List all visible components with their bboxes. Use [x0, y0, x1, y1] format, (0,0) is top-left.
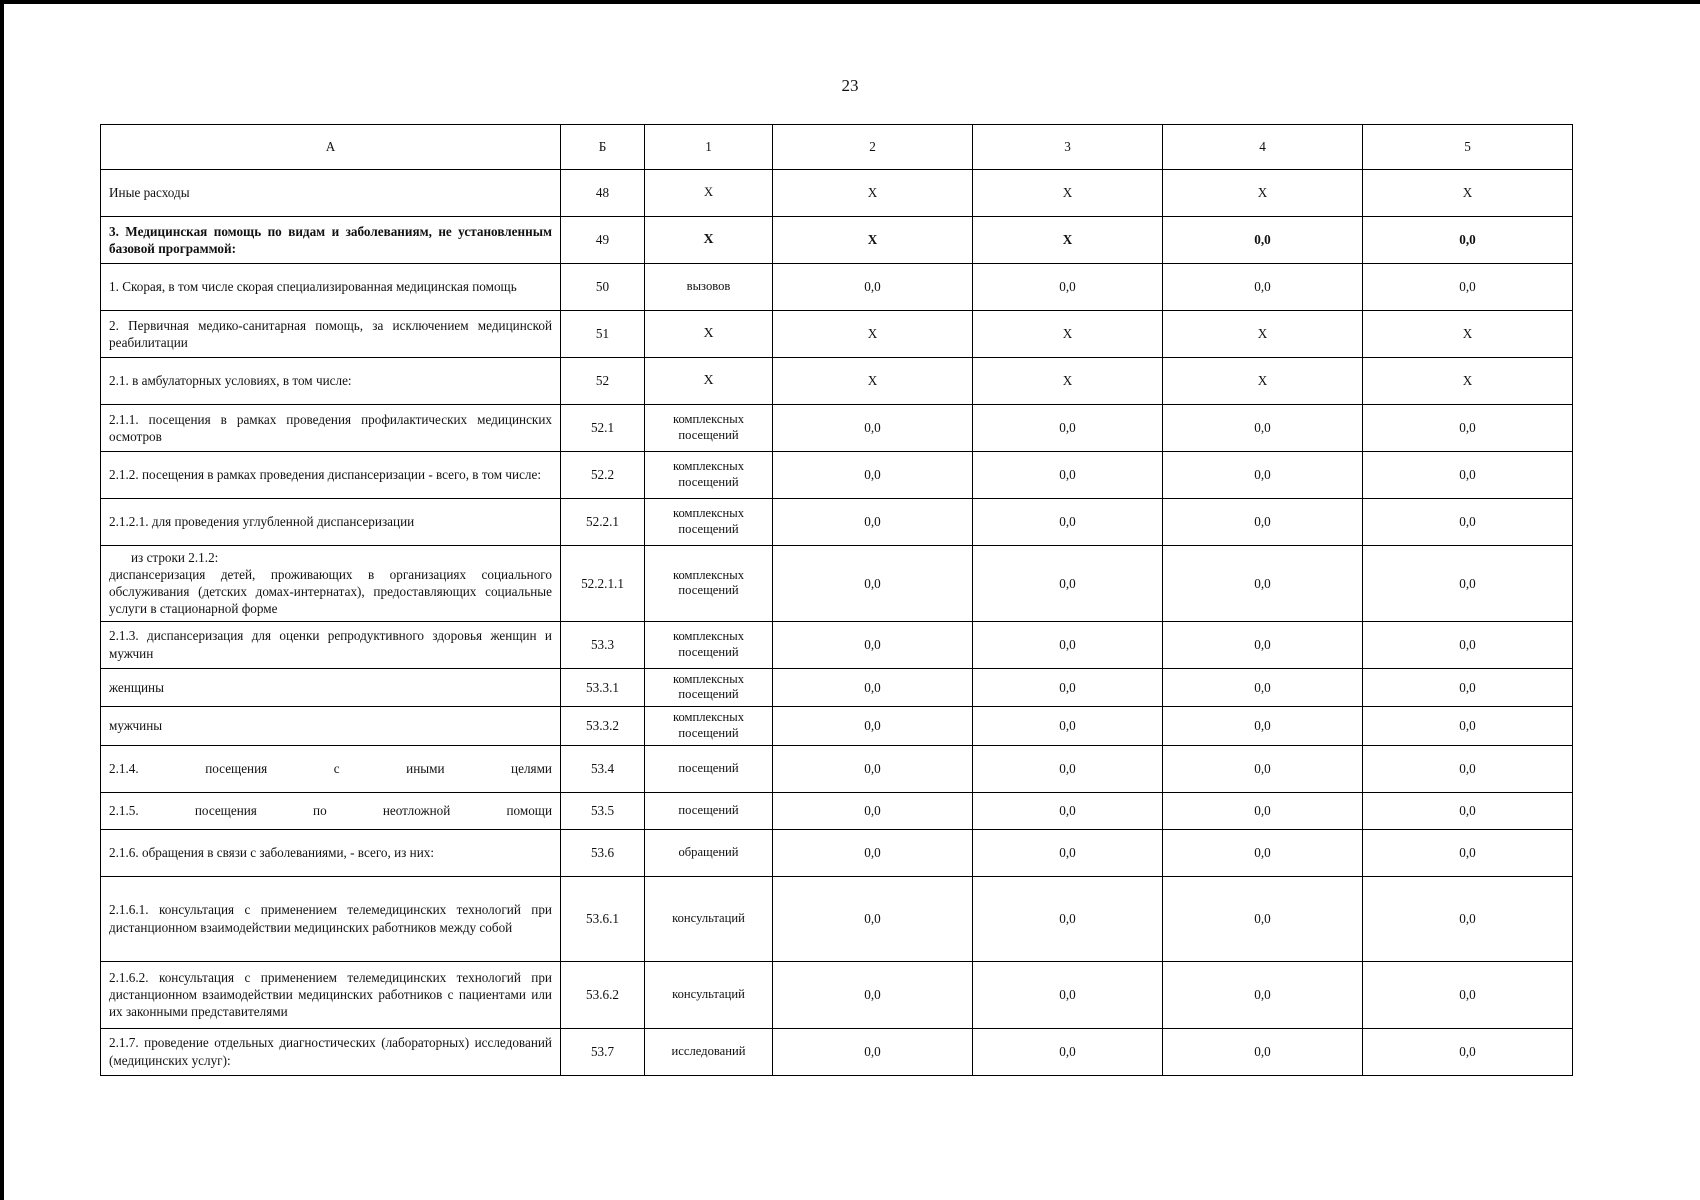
row-value-3: 0,0: [973, 405, 1163, 452]
row-unit: комплексных посещений: [645, 707, 773, 745]
row-value-5: 0,0: [1363, 499, 1573, 546]
row-value-2: 0,0: [773, 1028, 973, 1075]
row-value-2: 0,0: [773, 546, 973, 622]
row-label-prefix: из строки 2.1.2:: [131, 550, 219, 565]
row-value-4: 0,0: [1163, 876, 1363, 961]
table-row: [101, 546, 1573, 622]
row-value-3: 0,0: [973, 264, 1163, 311]
row-value-3: 0,0: [973, 961, 1163, 1028]
row-value-4: 0,0: [1163, 546, 1363, 622]
row-value-2: 0,0: [773, 792, 973, 829]
row-value-5: 0,0: [1363, 405, 1573, 452]
header-cell-4: 4: [1163, 125, 1363, 170]
row-label: 2.1.2.1. для проведения углубленной диспансеризации: [101, 499, 561, 546]
row-unit: Х: [645, 311, 773, 358]
row-value-3: Х: [973, 217, 1163, 264]
row-label: 2.1.7. проведение отдельных диагностических (лабораторных) исследований (медицинских услуг):: [101, 1028, 561, 1075]
row-value-2: 0,0: [773, 707, 973, 745]
row-unit: Х: [645, 170, 773, 217]
row-unit: Х: [645, 217, 773, 264]
header-cell-a: А: [101, 125, 561, 170]
row-code: 53.4: [561, 745, 645, 792]
row-code: 50: [561, 264, 645, 311]
row-value-3: 0,0: [973, 668, 1163, 706]
row-value-5: 0,0: [1363, 452, 1573, 499]
row-code: 53.3: [561, 621, 645, 668]
row-code: 53.5: [561, 792, 645, 829]
row-code: 52.2.1: [561, 499, 645, 546]
page-number: 23: [841, 76, 859, 95]
row-value-3: 0,0: [973, 829, 1163, 876]
row-value-2: 0,0: [773, 745, 973, 792]
row-unit: Х: [645, 358, 773, 405]
row-value-3: Х: [973, 358, 1163, 405]
table-row: [101, 311, 1573, 358]
row-value-2: 0,0: [773, 829, 973, 876]
row-label: 2.1.3. диспансеризация для оценки репродуктивного здоровья женщин и мужчин: [101, 621, 561, 668]
header-cell-3: 3: [973, 125, 1163, 170]
row-value-2: 0,0: [773, 961, 973, 1028]
row-value-4: 0,0: [1163, 452, 1363, 499]
row-value-5: 0,0: [1363, 217, 1573, 264]
row-unit: комплексных посещений: [645, 546, 773, 622]
table-row: [101, 358, 1573, 405]
row-code: 53.6.1: [561, 876, 645, 961]
row-label: 2.1.6.1. консультация с применением телемедицинских технологий при дистанционном взаимодействии медицинских работников между собой: [101, 876, 561, 961]
row-value-4: 0,0: [1163, 745, 1363, 792]
table-row: [101, 217, 1573, 264]
row-value-4: Х: [1163, 311, 1363, 358]
row-code: 53.3.1: [561, 668, 645, 706]
table-row: [101, 499, 1573, 546]
row-code: 53.6: [561, 829, 645, 876]
row-value-2: 0,0: [773, 452, 973, 499]
row-label: женщины: [101, 668, 561, 706]
table-row: [101, 621, 1573, 668]
row-value-2: Х: [773, 358, 973, 405]
row-code: 51: [561, 311, 645, 358]
row-value-3: 0,0: [973, 452, 1163, 499]
table-row: [101, 961, 1573, 1028]
row-label: 2.1.6. обращения в связи с заболеваниями, - всего, из них:: [101, 829, 561, 876]
table-row: [101, 668, 1573, 706]
row-label-text: диспансеризация детей, проживающих в организациях социального обслуживания (детских домах-интернатах), предоставляющих социальные услуги в стационарной форме: [109, 567, 552, 617]
row-code: 49: [561, 217, 645, 264]
row-label: 2. Первичная медико-санитарная помощь, за исключением медицинской реабилитации: [101, 311, 561, 358]
row-value-5: 0,0: [1363, 792, 1573, 829]
row-value-2: 0,0: [773, 405, 973, 452]
row-value-5: 0,0: [1363, 1028, 1573, 1075]
row-value-2: 0,0: [773, 499, 973, 546]
table-row: [101, 829, 1573, 876]
row-code: 48: [561, 170, 645, 217]
row-value-5: 0,0: [1363, 745, 1573, 792]
row-value-3: 0,0: [973, 499, 1163, 546]
row-value-5: 0,0: [1363, 621, 1573, 668]
row-value-4: Х: [1163, 358, 1363, 405]
row-value-4: 0,0: [1163, 405, 1363, 452]
row-value-4: 0,0: [1163, 621, 1363, 668]
row-code: 52: [561, 358, 645, 405]
row-value-5: 0,0: [1363, 264, 1573, 311]
row-label: 3. Медицинская помощь по видам и заболеваниям, не установленным базовой программой:: [101, 217, 561, 264]
row-value-3: 0,0: [973, 707, 1163, 745]
row-value-4: 0,0: [1163, 961, 1363, 1028]
table-row: [101, 170, 1573, 217]
row-value-4: 0,0: [1163, 829, 1363, 876]
header-cell-1: 1: [645, 125, 773, 170]
header-cell-2: 2: [773, 125, 973, 170]
row-value-3: 0,0: [973, 1028, 1163, 1075]
row-value-2: 0,0: [773, 621, 973, 668]
row-unit: исследований: [645, 1028, 773, 1075]
table-row: [101, 452, 1573, 499]
table-row: [101, 792, 1573, 829]
row-unit: обращений: [645, 829, 773, 876]
row-label: Иные расходы: [101, 170, 561, 217]
row-value-3: Х: [973, 311, 1163, 358]
row-value-3: 0,0: [973, 546, 1163, 622]
row-unit: комплексных посещений: [645, 668, 773, 706]
row-value-5: Х: [1363, 358, 1573, 405]
row-unit: комплексных посещений: [645, 405, 773, 452]
header-cell-b: Б: [561, 125, 645, 170]
row-code: 52.2: [561, 452, 645, 499]
row-value-5: 0,0: [1363, 546, 1573, 622]
scan-border-left: [0, 0, 4, 1200]
row-value-4: 0,0: [1163, 792, 1363, 829]
scan-border-top: [0, 0, 1700, 4]
table-row: [101, 745, 1573, 792]
row-value-5: 0,0: [1363, 829, 1573, 876]
row-unit: комплексных посещений: [645, 621, 773, 668]
row-value-5: Х: [1363, 311, 1573, 358]
row-value-4: 0,0: [1163, 217, 1363, 264]
row-unit: консультаций: [645, 876, 773, 961]
row-value-3: 0,0: [973, 621, 1163, 668]
row-code: 52.2.1.1: [561, 546, 645, 622]
table-row: [101, 405, 1573, 452]
row-unit: консультаций: [645, 961, 773, 1028]
row-label: 2.1.2. посещения в рамках проведения диспансеризации - всего, в том числе:: [101, 452, 561, 499]
table-row: [101, 264, 1573, 311]
row-value-3: 0,0: [973, 876, 1163, 961]
row-value-5: 0,0: [1363, 668, 1573, 706]
row-label: [101, 546, 561, 622]
row-value-5: 0,0: [1363, 707, 1573, 745]
row-code: 53.6.2: [561, 961, 645, 1028]
row-label: 2.1.4. посещения с иными целями: [101, 745, 561, 792]
data-table: [100, 124, 1573, 1076]
table-row: [101, 707, 1573, 745]
row-value-3: 0,0: [973, 792, 1163, 829]
row-value-2: 0,0: [773, 876, 973, 961]
table-header-row: [101, 125, 1573, 170]
table-row: [101, 1028, 1573, 1075]
row-value-5: Х: [1363, 170, 1573, 217]
row-code: 53.7: [561, 1028, 645, 1075]
header-cell-5: 5: [1363, 125, 1573, 170]
row-unit: посещений: [645, 792, 773, 829]
row-label: 2.1.6.2. консультация с применением телемедицинских технологий при дистанционном взаимодействии медицинских работников с пациентами или их законными представителями: [101, 961, 561, 1028]
row-value-3: Х: [973, 170, 1163, 217]
row-label: 2.1. в амбулаторных условиях, в том числе:: [101, 358, 561, 405]
row-value-2: Х: [773, 217, 973, 264]
row-code: 52.1: [561, 405, 645, 452]
row-value-4: 0,0: [1163, 499, 1363, 546]
row-value-4: 0,0: [1163, 264, 1363, 311]
row-value-4: 0,0: [1163, 707, 1363, 745]
table-row: [101, 876, 1573, 961]
row-label: 2.1.1. посещения в рамках проведения профилактических медицинских осмотров: [101, 405, 561, 452]
row-value-2: Х: [773, 170, 973, 217]
row-value-4: 0,0: [1163, 1028, 1363, 1075]
row-value-3: 0,0: [973, 745, 1163, 792]
row-value-2: 0,0: [773, 264, 973, 311]
row-unit: комплексных посещений: [645, 499, 773, 546]
row-value-2: Х: [773, 311, 973, 358]
row-value-4: 0,0: [1163, 668, 1363, 706]
row-label: 2.1.5. посещения по неотложной помощи: [101, 792, 561, 829]
row-unit: посещений: [645, 745, 773, 792]
row-value-5: 0,0: [1363, 876, 1573, 961]
row-value-2: 0,0: [773, 668, 973, 706]
row-value-5: 0,0: [1363, 961, 1573, 1028]
row-label: 1. Скорая, в том числе скорая специализированная медицинская помощь: [101, 264, 561, 311]
row-value-4: Х: [1163, 170, 1363, 217]
row-code: 53.3.2: [561, 707, 645, 745]
row-label: мужчины: [101, 707, 561, 745]
row-unit: вызовов: [645, 264, 773, 311]
row-unit: комплексных посещений: [645, 452, 773, 499]
